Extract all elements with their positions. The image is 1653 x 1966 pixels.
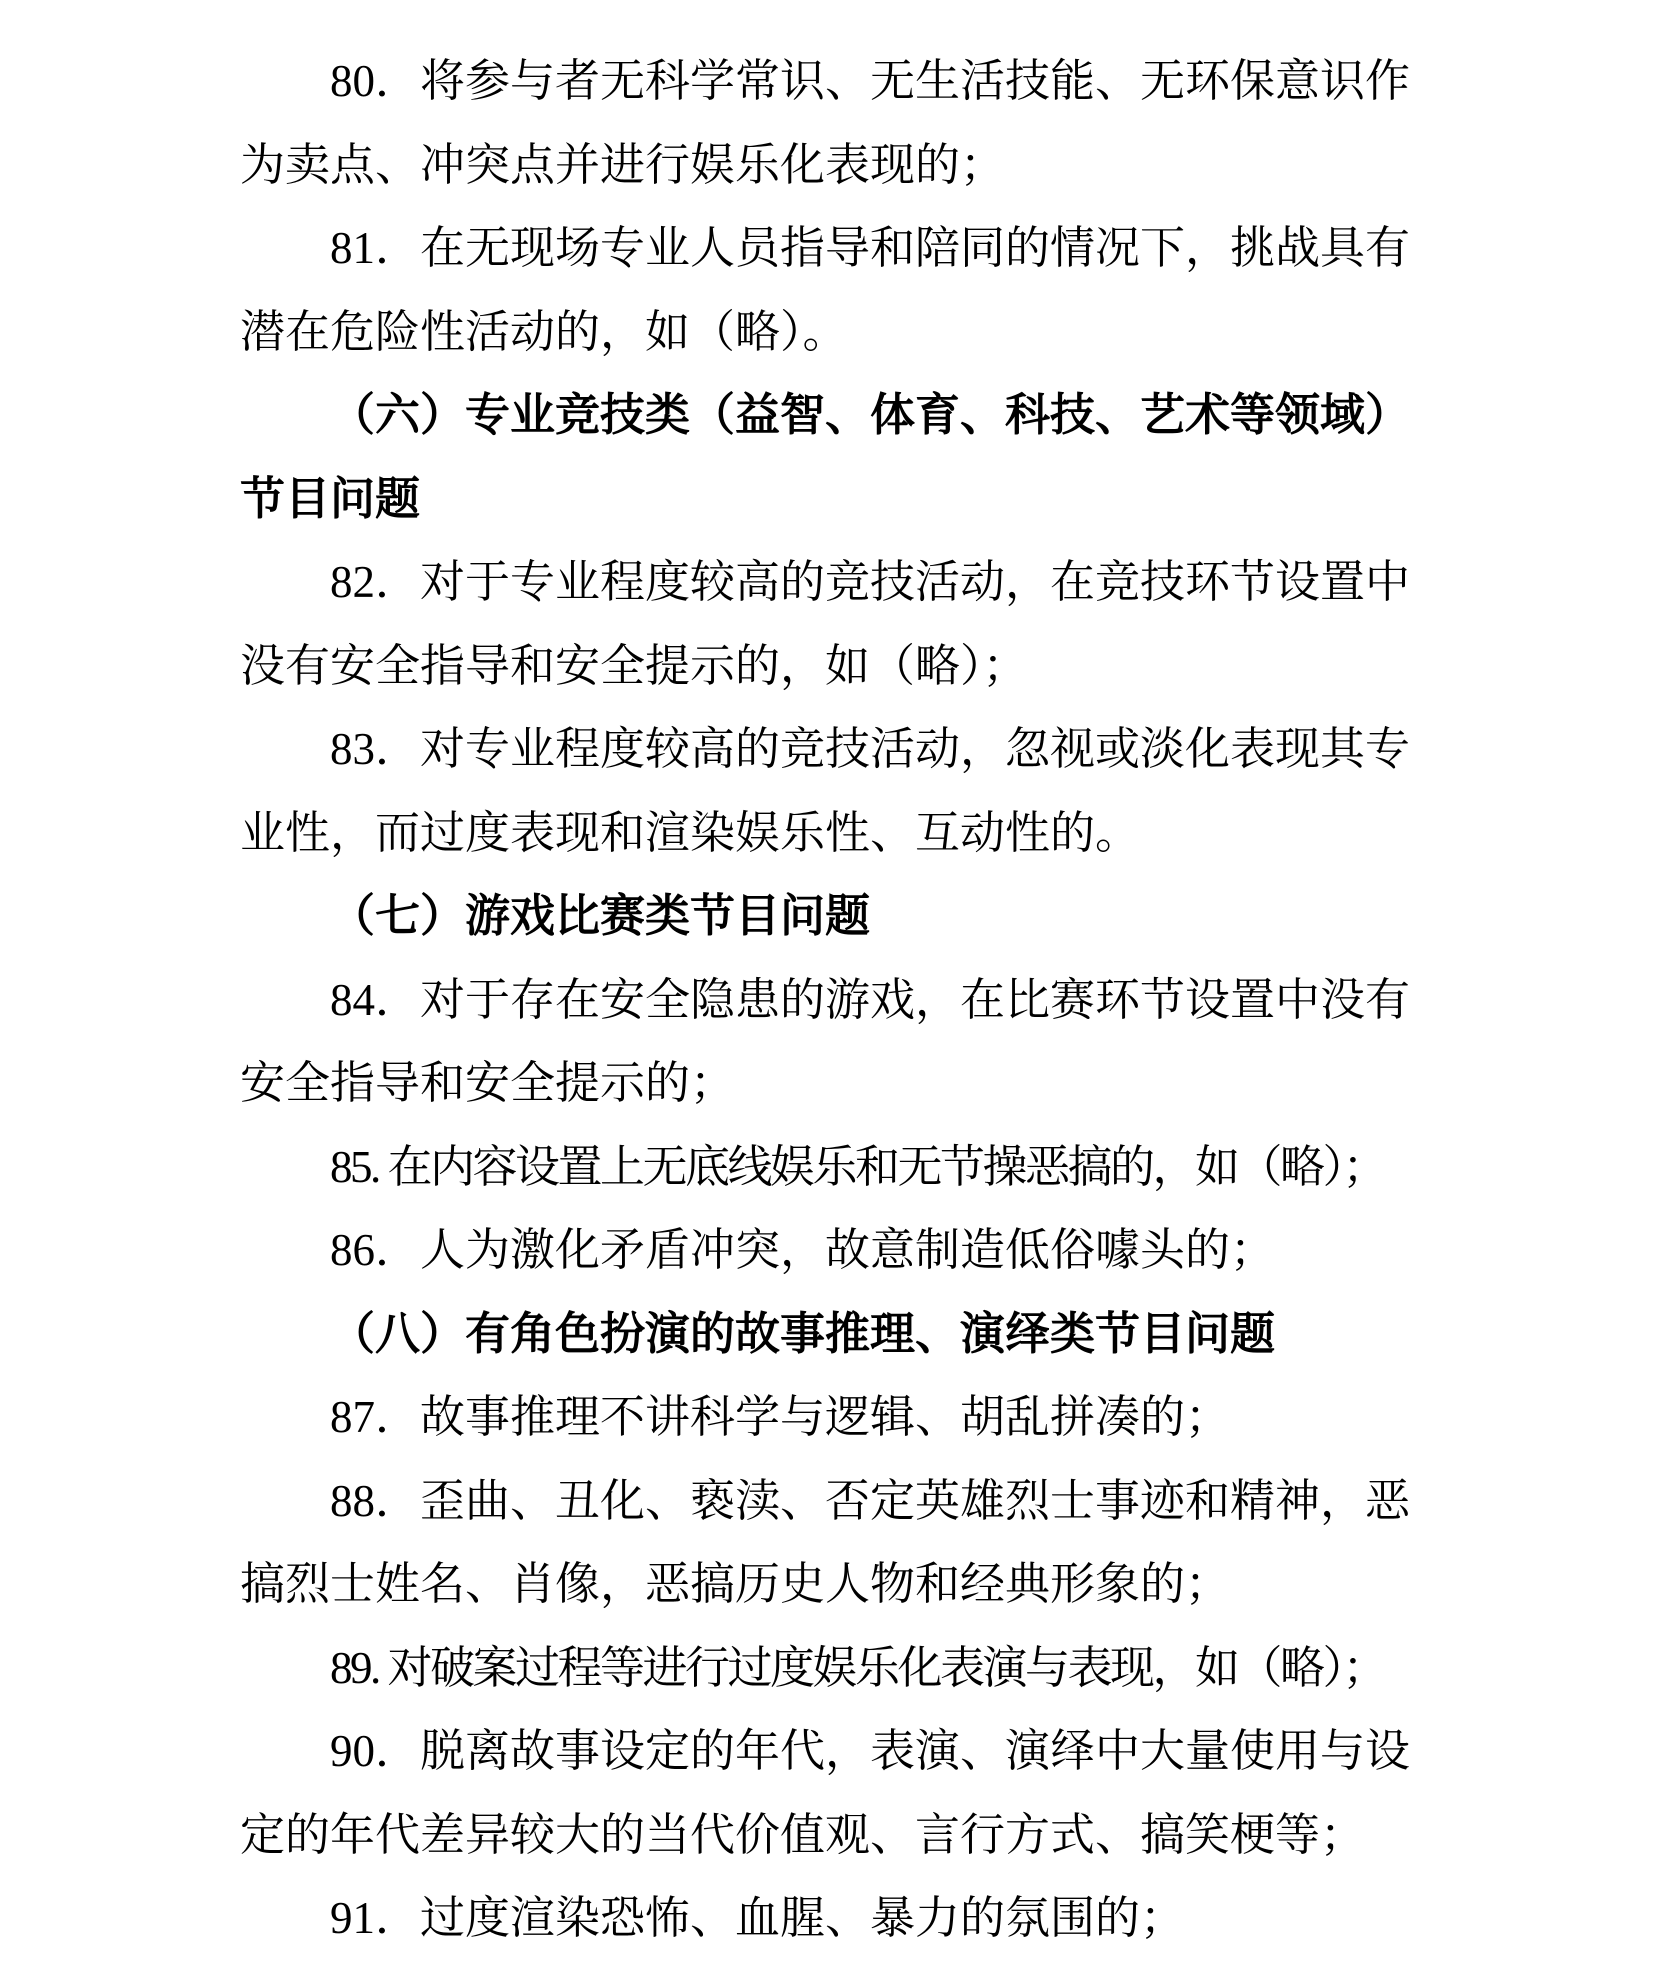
document-line: 80．将参与者无科学常识、无生活技能、无环保意识作 [330,56,1411,106]
document-line: 85. 在内容设置上无底线娱乐和无节操恶搞的，如（略）； [330,1141,1386,1192]
document-line: 为卖点、冲突点并进行娱乐化表现的； [240,139,1006,190]
document-line: 搞烈士姓名、肖像，恶搞历史人物和经典形象的； [240,1559,1231,1609]
document-line: 87．故事推理不讲科学与逻辑、胡乱拼凑的； [330,1392,1231,1442]
document-line: 91．过度渲染恐怖、血腥、暴力的氛围的； [330,1893,1186,1943]
document-line: （七）游戏比赛类节目问题 [330,891,871,941]
document-line: 业性，而过度表现和渲染娱乐性、互动性的。 [240,807,1141,858]
document-line: 90．脱离故事设定的年代，表演、演绎中大量使用与设 [330,1726,1411,1776]
document-line: 定的年代差异较大的当代价值观、言行方式、搞笑梗等； [240,1809,1366,1860]
document-line: 节目问题 [240,473,421,524]
document-line: 86．人为激化矛盾冲突，故意制造低俗噱头的； [330,1225,1276,1275]
document-line: 89. 对破案过程等进行过度娱乐化表演与表现，如（略）； [330,1642,1386,1693]
document-line: 没有安全指导和安全提示的，如（略）； [240,640,1028,691]
document-line: 82．对于专业程度较高的竞技活动，在竞技环节设置中 [330,557,1411,607]
document-line: 安全指导和安全提示的； [240,1058,736,1108]
document-line: 潜在危险性活动的，如（略）。 [240,306,848,357]
document-line: 83．对专业程度较高的竞技活动，忽视或淡化表现其专 [330,724,1411,774]
document-line: 81．在无现场专业人员指导和陪同的情况下，挑战具有 [330,223,1411,273]
document-line: （六）专业竞技类（益智、体育、科技、艺术等领域） [330,390,1411,440]
document-line: 88．歪曲、丑化、亵渎、否定英雄烈士事迹和精神，恶 [330,1475,1411,1526]
document-line: 84．对于存在安全隐患的游戏，在比赛环节设置中没有 [330,974,1411,1025]
document-line: （八）有角色扮演的故事推理、演绎类节目问题 [330,1308,1276,1359]
